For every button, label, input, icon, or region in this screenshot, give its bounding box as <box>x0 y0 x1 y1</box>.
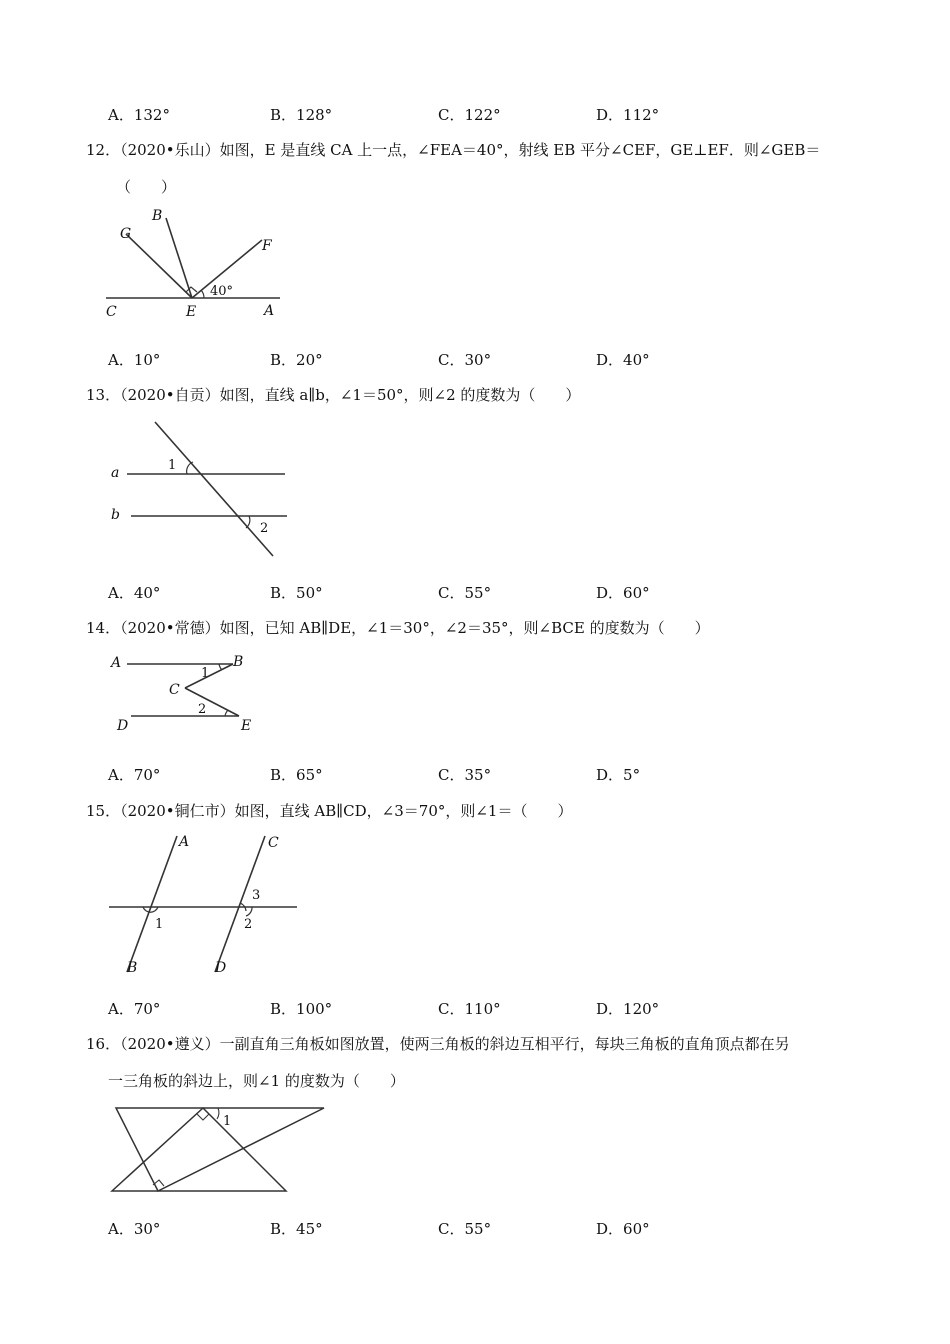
q15-label-c: C <box>268 835 279 851</box>
q14-label-d: D <box>117 718 129 734</box>
q16-option-b[interactable]: B．45° <box>270 1220 323 1238</box>
q16-options <box>108 1218 868 1240</box>
q15-option-d[interactable]: D．120° <box>596 1000 660 1018</box>
q13-option-a[interactable]: A．40° <box>108 584 161 602</box>
q12-label-g: G <box>120 226 132 242</box>
q15-option-c[interactable]: C．110° <box>438 1000 501 1018</box>
q13-label-a: a <box>111 465 120 481</box>
q13-options <box>108 582 868 604</box>
q16-stem: 16．（2020•遵义）一副直角三角板如图放置，使两三角板的斜边互相平行，每块三角板的直角顶点都在另 <box>86 1035 790 1053</box>
q11-option-c[interactable]: C．122° <box>438 106 501 124</box>
q12-option-d[interactable]: D．40° <box>596 351 650 369</box>
q15-label-3: 3 <box>252 888 261 903</box>
q14-option-d[interactable]: D．5° <box>596 766 641 784</box>
q13-label-b: b <box>111 507 120 523</box>
q13-stem: 13．（2020•自贡）如图，直线 a∥b，∠1＝50°，则∠2 的度数为（ ） <box>86 386 581 404</box>
q11-option-a[interactable]: A．132° <box>108 106 170 124</box>
q12-options <box>108 349 868 371</box>
q15-option-a[interactable]: A．70° <box>108 1000 161 1018</box>
q15-options <box>108 998 868 1020</box>
q14-label-b: B <box>233 654 244 670</box>
q15-label-d: D <box>215 960 227 976</box>
q14-label-2: 2 <box>198 702 207 717</box>
q15-label-a: A <box>179 834 190 850</box>
q16-option-c[interactable]: C．55° <box>438 1220 492 1238</box>
q12-label-f: F <box>262 238 272 254</box>
q16-option-a[interactable]: A．30° <box>108 1220 161 1238</box>
q12-option-a[interactable]: A．10° <box>108 351 161 369</box>
q13-option-d[interactable]: D．60° <box>596 584 650 602</box>
q12-label-c: C <box>106 304 117 320</box>
q12-option-b[interactable]: B．20° <box>270 351 323 369</box>
q14-option-b[interactable]: B．65° <box>270 766 323 784</box>
q15-label-b: B <box>127 960 138 976</box>
q16-label-1: 1 <box>223 1114 232 1129</box>
q15-figure <box>105 830 305 980</box>
q16-figure <box>108 1100 333 1200</box>
q12-label-angle: 40° <box>210 284 234 299</box>
q13-label-2: 2 <box>260 521 269 536</box>
q11-option-b[interactable]: B．128° <box>270 106 333 124</box>
q12-label-e: E <box>186 304 197 320</box>
q14-label-1: 1 <box>201 666 210 681</box>
q14-label-c: C <box>169 682 180 698</box>
q13-option-c[interactable]: C．55° <box>438 584 492 602</box>
q13-option-b[interactable]: B．50° <box>270 584 323 602</box>
q16-stem-continued: 一三角板的斜边上，则∠1 的度数为（ ） <box>108 1072 405 1090</box>
q14-stem: 14．（2020•常德）如图，已知 AB∥DE，∠1＝30°，∠2＝35°，则∠BCE 的度数为（ ） <box>86 619 710 637</box>
q14-label-e: E <box>241 718 252 734</box>
q14-option-a[interactable]: A．70° <box>108 766 161 784</box>
q12-option-c[interactable]: C．30° <box>438 351 492 369</box>
q14-label-a: A <box>111 655 122 671</box>
q14-figure <box>105 648 270 740</box>
q15-label-2: 2 <box>244 917 253 932</box>
q11-option-d[interactable]: D．112° <box>596 106 660 124</box>
q11-options <box>108 104 868 126</box>
q12-figure <box>100 200 290 325</box>
q14-options <box>108 764 868 786</box>
q13-label-1: 1 <box>168 458 177 473</box>
q16-option-d[interactable]: D．60° <box>596 1220 650 1238</box>
q15-stem: 15．（2020•铜仁市）如图，直线 AB∥CD，∠3＝70°，则∠1＝（ ） <box>86 802 573 820</box>
q15-option-b[interactable]: B．100° <box>270 1000 333 1018</box>
q14-option-c[interactable]: C．35° <box>438 766 492 784</box>
q12-stem: 12．（2020•乐山）如图，E 是直线 CA 上一点，∠FEA＝40°，射线 EB 平分∠CEF，GE⊥EF．则∠GEB＝ <box>86 141 821 159</box>
q12-label-b: B <box>152 208 163 224</box>
q12-label-a: A <box>264 303 275 319</box>
q13-figure <box>105 418 295 563</box>
q15-label-1: 1 <box>155 917 164 932</box>
q12-stem-continued: （ ） <box>116 178 177 196</box>
